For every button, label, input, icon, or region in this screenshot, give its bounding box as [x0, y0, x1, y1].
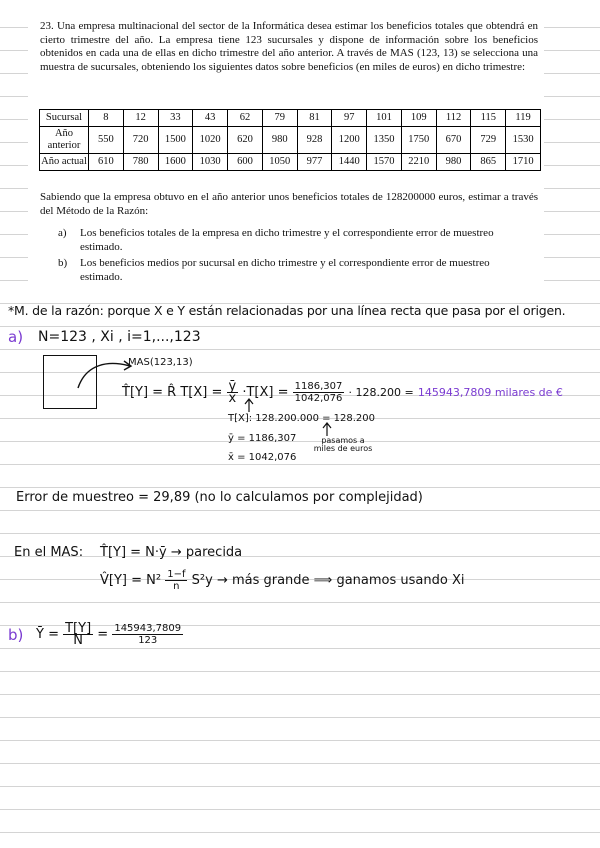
table-cell: 729 — [471, 127, 506, 154]
xbar-line: x̄ = 1042,076 — [228, 452, 297, 463]
times-value: · 128.200 = — [348, 386, 414, 399]
ratio-fraction — [227, 381, 239, 404]
mas-v-den: n — [173, 581, 180, 592]
error-note: Error de muestreo = 29,89 (no lo calculamos por complejidad) — [16, 490, 423, 505]
table-cell: 670 — [436, 127, 471, 154]
table-cell: 97 — [332, 110, 367, 127]
table-cell: 1020 — [193, 127, 228, 154]
result-value: 145943,7809 milares de € — [417, 386, 563, 399]
printed-exercise — [30, 14, 542, 283]
up-arrow-icon — [322, 422, 332, 436]
ratio-estimator-line — [122, 381, 563, 404]
question-text: Sabiendo que la empresa obtuvo en el año anterior unos beneficios totales de 128200000 euros, estimar a través del Método de la Razón: — [40, 191, 538, 217]
mas-v-num: 1−f — [167, 569, 186, 580]
item-text: Los beneficios medios por sucursal en dicho trimestre y el correspondiente error de muestreo estimado. — [80, 257, 490, 283]
table-cell: 109 — [401, 110, 436, 127]
estimator-lhs: T̂[Y] = R̂ T[X] = — [122, 385, 223, 400]
b-frac-den: N — [73, 633, 83, 648]
mas-v-fraction — [165, 569, 187, 592]
table-cell: 115 — [471, 110, 506, 127]
mas-t-formula: T̂[Y] = N·ȳ — [100, 545, 167, 560]
table-cell: 1600 — [158, 154, 193, 171]
table-cell: 101 — [367, 110, 402, 127]
table-cell: 620 — [228, 127, 263, 154]
frac-den: 1042,076 — [294, 393, 343, 404]
ratio-num: ȳ — [228, 379, 237, 394]
table-cell: 1500 — [158, 127, 193, 154]
ybar-line: ȳ = 1186,307 — [228, 433, 297, 444]
table-cell: 119 — [506, 110, 541, 127]
table-cell: 1350 — [367, 127, 402, 154]
b-eq: = — [97, 627, 109, 642]
table-cell: 62 — [228, 110, 263, 127]
table-cell: 43 — [193, 110, 228, 127]
table-header-label: Sucursal — [40, 110, 89, 127]
mean-estimator-line — [36, 623, 183, 646]
population-note: N=123 , Xi , i=1,...,123 — [38, 329, 201, 345]
table-cell: 928 — [297, 127, 332, 154]
value-fraction — [293, 381, 345, 404]
b-val-num: 145943,7809 — [114, 623, 182, 634]
table-header-row — [40, 110, 541, 127]
table-cell: 1710 — [506, 154, 541, 171]
mas-v-tail: S²y — [191, 573, 213, 588]
table-cell: 8 — [89, 110, 124, 127]
table-cell: 1570 — [367, 154, 402, 171]
times-tx: ·T[X] = — [242, 385, 289, 400]
mas-t-comment: → parecida — [170, 545, 243, 560]
mas-label: MAS(123,13) — [128, 357, 193, 368]
up-arrow-icon — [244, 398, 254, 412]
mas-v-estimator — [100, 569, 464, 592]
b-value-fraction — [112, 623, 183, 646]
table-cell: 550 — [89, 127, 124, 154]
row-label: Año actual — [40, 154, 89, 171]
table-cell: 865 — [471, 154, 506, 171]
problem-statement: 23. Una empresa multinacional del sector de la Informática desea estimar los beneficios totales que obtendrá en cierto trimestre del año. La empresa tiene 123 sucursales y dispone de información sobre los beneficios obtenidos en cada una de ellas en dicho trimestre del año anterior. A través de MAS (123, 13) se selecciona una muestra de sucursales, obteniendo los siguientes datos sobre beneficios (en miles de euros) en dicho trimestre: — [40, 20, 538, 73]
table-cell: 720 — [123, 127, 158, 154]
b-frac-num: T[Y] — [65, 621, 92, 636]
table-cell: 1030 — [193, 154, 228, 171]
b-fraction — [63, 623, 93, 646]
table-cell: 977 — [297, 154, 332, 171]
item-label: a) — [58, 227, 67, 239]
table-cell: 112 — [436, 110, 471, 127]
part-b-label: b) — [8, 626, 24, 644]
item-label: b) — [58, 257, 68, 269]
table-cell: 33 — [158, 110, 193, 127]
table-cell: 600 — [228, 154, 263, 171]
method-note: *M. de la razón: porque X e Y están relacionadas por una línea recta que pasa por el origen. — [8, 303, 566, 318]
row-label: Año anterior — [40, 127, 89, 154]
table-cell: 1530 — [506, 127, 541, 154]
table-cell: 610 — [89, 154, 124, 171]
table-cell: 1050 — [262, 154, 297, 171]
part-a-label: a) — [8, 328, 24, 346]
units-note: pasamos a miles de euros — [313, 436, 373, 453]
mas-v-comment: → más grande ⟹ ganamos usando Xi — [216, 573, 465, 588]
table-cell: 780 — [123, 154, 158, 171]
table-cell: 81 — [297, 110, 332, 127]
table-row-actual — [40, 154, 541, 171]
ratio-den: x̄ — [228, 391, 237, 406]
frac-num: 1186,307 — [294, 381, 343, 392]
b-lhs: Ȳ = — [36, 627, 59, 642]
tx-line: T[X]: 128.200.000 = 128.200 — [228, 413, 376, 424]
table-cell: 79 — [262, 110, 297, 127]
mas-heading: En el MAS: — [14, 545, 84, 560]
table-cell: 12 — [123, 110, 158, 127]
table-cell: 980 — [436, 154, 471, 171]
mas-v-formula: V̂[Y] = N² — [100, 573, 162, 588]
table-row-anterior — [40, 127, 541, 154]
table-cell: 2210 — [401, 154, 436, 171]
table-cell: 1440 — [332, 154, 367, 171]
data-table — [39, 109, 541, 171]
table-cell: 1200 — [332, 127, 367, 154]
item-text: Los beneficios totales de la empresa en dicho trimestre y el correspondiente error de muestreo estimado. — [80, 227, 494, 253]
table-cell: 980 — [262, 127, 297, 154]
b-val-den: 123 — [138, 635, 158, 646]
mas-t-estimator — [100, 545, 242, 560]
table-cell: 1750 — [401, 127, 436, 154]
